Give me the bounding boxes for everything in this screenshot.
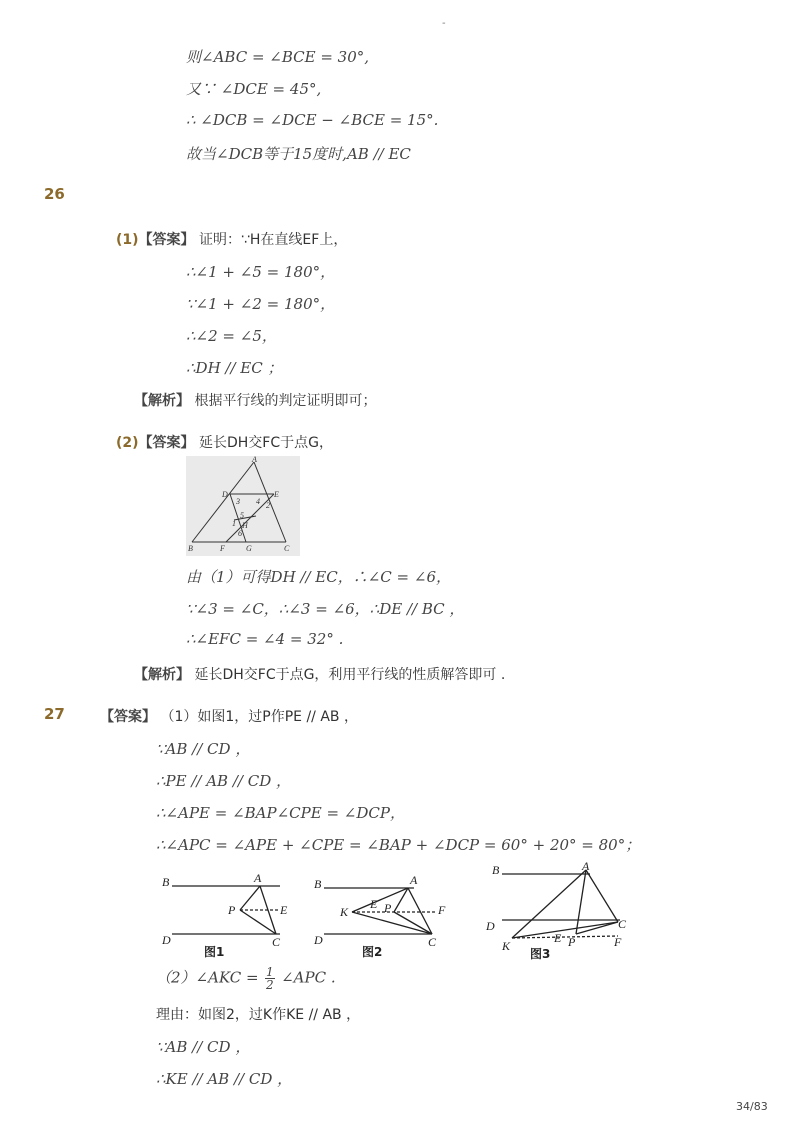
q26-answer-tag-2: 【答案】 xyxy=(138,435,195,451)
fig1-caption: 图1 xyxy=(204,945,225,959)
fig26-label-2: 2 xyxy=(266,501,270,510)
fig1-label-C: C xyxy=(272,935,281,949)
fig26-label-G: G xyxy=(246,544,252,553)
q27-part2 xyxy=(156,966,336,991)
q27-figure-1 xyxy=(158,868,298,960)
fig3-svg xyxy=(484,858,644,962)
q26-p2-line-2: ∴∠EFC = ∠4 = 32° . xyxy=(186,630,344,648)
q26-part1-header xyxy=(116,229,347,249)
fig1-label-D: D xyxy=(162,933,171,947)
q26-p1-line-1: ∴∠1 + ∠5 = 180°， xyxy=(186,263,336,281)
fig3-label-E: E xyxy=(554,931,562,945)
fig3-label-K: K xyxy=(502,939,511,953)
fig2-label-F: F xyxy=(438,903,446,917)
fig26-label-C: C xyxy=(284,544,290,553)
page-number: 34/83 xyxy=(736,1100,768,1113)
half-fraction xyxy=(265,966,275,991)
q26-number: 26 xyxy=(44,185,65,203)
top-mark: - xyxy=(442,18,446,29)
q26-p1-analysis-text: 根据平行线的判定证明即可； xyxy=(194,393,377,409)
fig3-caption: 图3 xyxy=(530,947,551,961)
q26-p2-analysis-text: 延长DH交FC于点G，利用平行线的性质解答即可 . xyxy=(194,667,506,683)
q27-part2-prefix: （2）∠AKC = xyxy=(156,968,259,987)
fig2-svg xyxy=(312,868,462,960)
fig26-label-A: A xyxy=(252,456,257,464)
fig26-label-D: D xyxy=(222,490,228,499)
q27-number: 27 xyxy=(44,705,65,723)
q26-figure-svg xyxy=(186,456,300,556)
q27-line-3: ∴∠APC = ∠APE + ∠CPE = ∠BAP + ∠DCP = 60° + 20° = 80°； xyxy=(156,836,641,854)
fig26-label-F: F xyxy=(220,544,225,553)
q26-p2-line-0: 由（1）可得DH // EC，∴∠C = ∠6， xyxy=(186,568,451,586)
q27-answer-tag: 【答案】 xyxy=(100,709,156,725)
q27-line-2: ∴∠APE = ∠BAP∠CPE = ∠DCP， xyxy=(156,804,405,822)
fig26-label-H: H xyxy=(242,521,248,530)
fig3-label-B: B xyxy=(492,863,500,877)
fig26-label-E: E xyxy=(274,490,279,499)
q25-line-3: ∴ ∠DCB = ∠DCE − ∠BCE = 15°. xyxy=(186,111,439,129)
q26-p1-analysis xyxy=(134,390,376,410)
fig3-label-D: D xyxy=(486,919,495,933)
fig2-label-P: P xyxy=(384,901,392,915)
q26-p1-line-3: ∴∠2 = ∠5， xyxy=(186,327,277,345)
q26-analysis-tag: 【解析】 xyxy=(134,393,190,409)
q27-figure-3 xyxy=(484,858,644,962)
q25-line-1: 则∠ABC = ∠BCE = 30°, xyxy=(186,48,370,66)
q26-part2-label: (2) xyxy=(116,435,139,451)
fig1-label-P: P xyxy=(228,903,236,917)
fig3-label-P: P xyxy=(568,935,576,949)
fig2-caption: 图2 xyxy=(362,945,383,959)
fig1-label-A: A xyxy=(254,871,262,885)
fig26-label-1: 1 xyxy=(232,519,236,528)
q27-line-0: ∵AB // CD ， xyxy=(156,740,251,758)
q27-line2-0: ∵AB // CD ， xyxy=(156,1038,251,1056)
q26-p2-first: 延长DH交FC于点G， xyxy=(199,435,333,451)
q27-header xyxy=(100,706,358,726)
q27-first: （1）如图1，过P作PE // AB ， xyxy=(160,709,358,725)
q26-p1-line-4: ∴DH // EC ； xyxy=(186,359,283,377)
q26-p1-line-2: ∵∠1 + ∠2 = 180°， xyxy=(186,295,336,313)
fig3-label-A: A xyxy=(582,859,590,873)
q26-answer-tag: 【答案】 xyxy=(138,232,195,248)
fig1-label-B: B xyxy=(162,875,170,889)
q26-analysis-tag-2: 【解析】 xyxy=(134,667,190,683)
q27-figure-2 xyxy=(312,868,462,960)
fig2-label-A: A xyxy=(410,873,418,887)
q27-reason: 理由：如图2，过K作KE // AB ， xyxy=(156,1007,361,1023)
fig1-svg xyxy=(158,868,298,960)
q26-p2-analysis xyxy=(134,664,505,684)
q27-line2-1: ∴KE // AB // CD ， xyxy=(156,1070,293,1088)
frac-denominator: 2 xyxy=(266,978,274,992)
fig2-label-K: K xyxy=(340,905,349,919)
fig2-label-D: D xyxy=(314,933,323,947)
q25-line-2: 又∵ ∠DCE = 45°, xyxy=(186,80,322,98)
fig2-label-B: B xyxy=(314,877,322,891)
fig26-label-3: 3 xyxy=(236,497,240,506)
fig3-label-F: F xyxy=(614,935,622,949)
fig1-label-E: E xyxy=(280,903,288,917)
fig26-label-6: 6 xyxy=(238,529,242,538)
fig26-label-B: B xyxy=(188,544,193,553)
q25-line-4: 故当∠DCB等于15度时,AB // EC xyxy=(186,145,411,163)
q26-p2-line-1: ∵∠3 = ∠C，∴∠3 = ∠6，∴DE // BC ， xyxy=(186,600,465,618)
fig2-label-E: E xyxy=(370,897,378,911)
q26-p1-line-0: 证明：∵H在直线EF上， xyxy=(199,232,348,248)
fig26-label-4: 4 xyxy=(256,497,260,506)
q27-part2-suffix: ∠APC . xyxy=(281,968,336,987)
q26-triangle-figure xyxy=(186,456,300,556)
q27-line-1: ∴PE // AB // CD ， xyxy=(156,772,292,790)
q26-part2-header xyxy=(116,432,333,452)
fig26-label-5: 5 xyxy=(240,511,244,520)
fig2-label-C: C xyxy=(428,935,437,949)
fig3-label-C: C xyxy=(618,917,627,931)
frac-numerator: 1 xyxy=(266,965,274,979)
q26-part1-label: (1) xyxy=(116,232,139,248)
